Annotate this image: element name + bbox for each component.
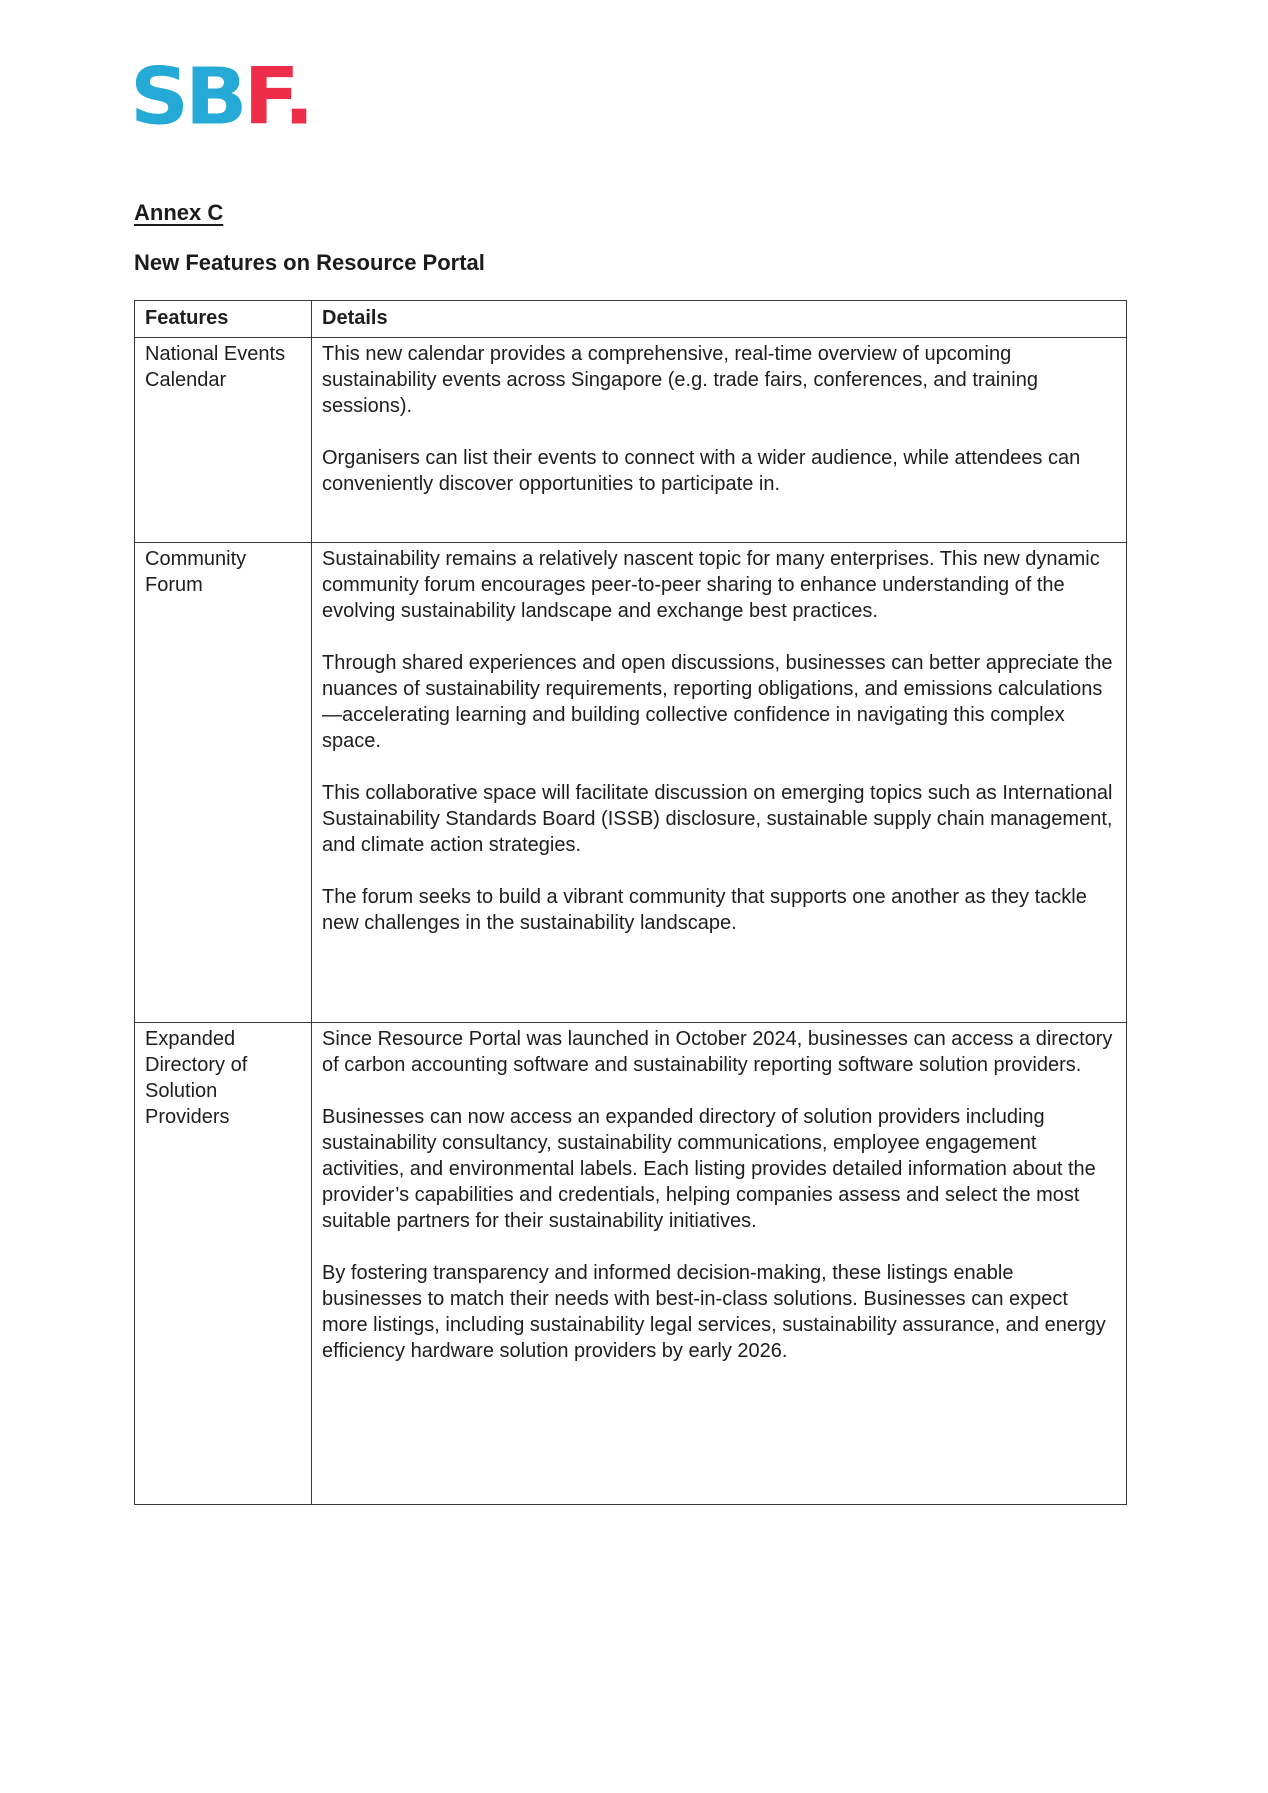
table-row-expanded-directory — [135, 1023, 1127, 1505]
table-header-row — [135, 301, 1127, 338]
feature-cell: Community Forum — [135, 543, 312, 1023]
table-row-national-events-calendar — [135, 338, 1127, 543]
details-paragraph: Organisers can list their events to connect with a wider audience, while attendees can conveniently discover opportunities to participate in. — [322, 447, 1081, 495]
logo-text-sb: SB — [130, 51, 244, 143]
sbf-logo — [130, 51, 311, 143]
annex-heading: Annex C — [134, 200, 224, 225]
column-header-features: Features — [135, 301, 312, 338]
details-paragraph: Since Resource Portal was launched in October 2024, businesses can access a directory of carbon accounting software and sustainability reporting software solution providers. — [322, 1028, 1113, 1076]
features-table — [134, 300, 1127, 1505]
details-paragraph: The forum seeks to build a vibrant community that supports one another as they tackle new challenges in the sustainability landscape. — [322, 886, 1087, 934]
column-header-details: Details — [312, 301, 1127, 338]
details-paragraph: Sustainability remains a relatively nascent topic for many enterprises. This new dynamic community forum encourages peer-to-peer sharing to enhance understanding of the evolving sustainability landscape and exchange best practices. — [322, 548, 1100, 622]
details-paragraph: This new calendar provides a comprehensive, real-time overview of upcoming sustainability events across Singapore (e.g. trade fairs, conferences, and training sessions). — [322, 343, 1038, 417]
details-paragraph: By fostering transparency and informed decision-making, these listings enable businesses to match their needs with best-in-class solutions. Businesses can expect more listings, including sustainability legal services, sustainability assurance, and energy efficiency hardware solution providers by early 2026. — [322, 1262, 1106, 1362]
table-row-community-forum — [135, 543, 1127, 1023]
details-cell — [312, 338, 1127, 543]
logo-text-f: F. — [243, 51, 311, 143]
details-paragraph: This collaborative space will facilitate discussion on emerging topics such as International Sustainability Standards Board (ISSB) disclosure, sustainable supply chain management, and climate action strategies. — [322, 782, 1113, 856]
details-paragraph: Businesses can now access an expanded directory of solution providers including sustainability consultancy, sustainability communications, employee engagement activities, and environmental labels. Each listing provides detailed information about the provider’s capabilities and credentials, helping companies assess and select the most suitable partners for their sustainability initiatives. — [322, 1106, 1096, 1232]
page-title: New Features on Resource Portal — [134, 250, 485, 275]
details-cell — [312, 1023, 1127, 1505]
feature-cell: Expanded Directory of Solution Providers — [135, 1023, 312, 1505]
feature-cell: National Events Calendar — [135, 338, 312, 543]
details-paragraph: Through shared experiences and open discussions, businesses can better appreciate the nuances of sustainability requirements, reporting obligations, and emissions calculations—accelerating learning and building collective confidence in navigating this complex space. — [322, 652, 1113, 752]
details-cell — [312, 543, 1127, 1023]
